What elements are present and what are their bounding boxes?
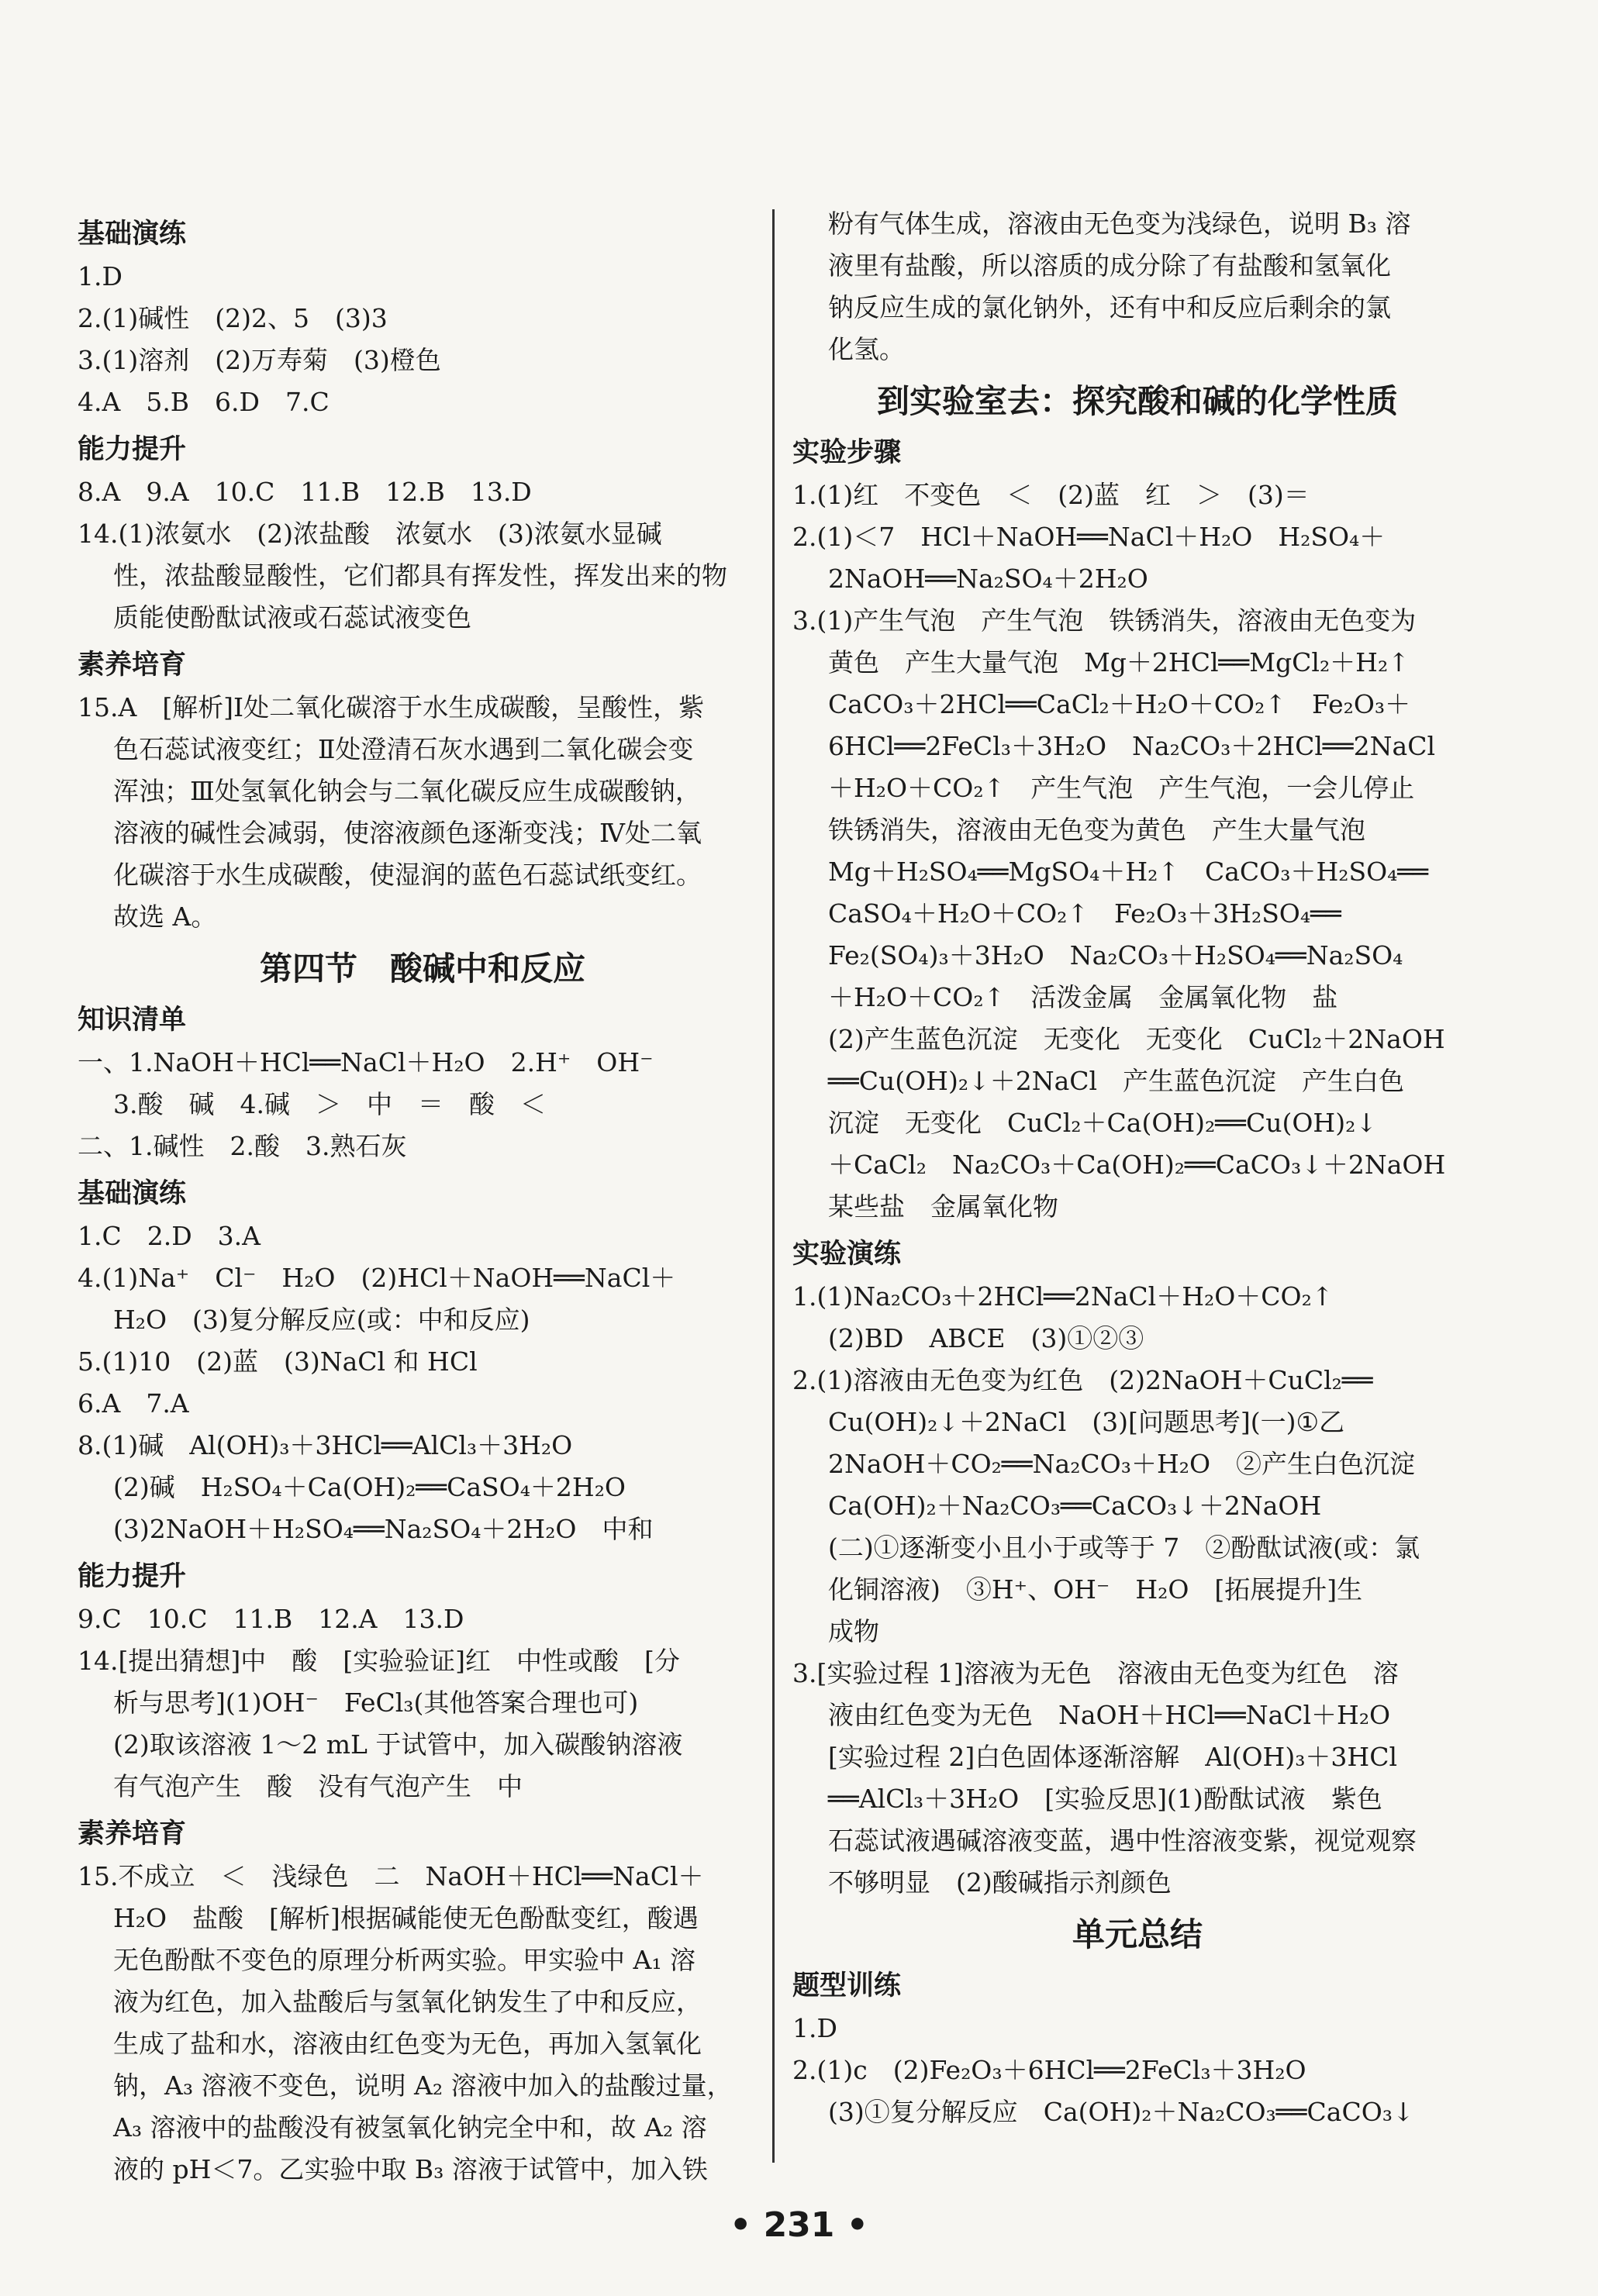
answer-line: 15.A [解析]Ⅰ处二氧化碳溶于水生成碳酸，呈酸性，紫 [78,692,705,722]
answer-line: 15.不成立 ＜ 浅绿色 二 NaOH＋HCl══NaCl＋ [78,1861,704,1891]
answer-line: (2)BD ABCE (3)①②③ [828,1323,1144,1353]
answer-line: 不够明显 (2)酸碱指示剂颜色 [828,1867,1172,1898]
answer-line: ══Cu(OH)₂↓＋2NaCl 产生蓝色沉淀 产生白色 [828,1066,1405,1096]
answer-line: 2.(1)＜7 HCl＋NaOH══NaCl＋H₂O H₂SO₄＋ [792,522,1386,552]
answer-line: 液为红色，加入盐酸后与氢氧化钠发生了中和反应， [113,1987,702,2017]
answer-line: 6.A 7.A [78,1388,189,1419]
answer-line: 二、1.碱性 2.酸 3.熟石灰 [78,1131,407,1161]
answer-line: Cu(OH)₂↓＋2NaCl (3)[问题思考](一)①乙 [828,1407,1345,1437]
section-heading: 第四节 酸碱中和反应 [259,950,585,988]
answer-line: 钠，A₃ 溶液不变色，说明 A₂ 溶液中加入的盐酸过量， [113,2070,733,2101]
answer-line: 化碳溶于水生成碳酸，使湿润的蓝色石蕊试纸变红。 [113,860,702,890]
answer-line: 5.(1)10 (2)蓝 (3)NaCl 和 HCl [78,1346,478,1377]
section-heading: 基础演练 [78,1178,187,1209]
answer-line: ＋H₂O＋CO₂↑ 产生气泡 产生气泡，一会儿停止 [828,773,1415,803]
page-number: • 231 • [730,2205,868,2245]
answer-line: 液由红色变为无色 NaOH＋HCl══NaCl＋H₂O [828,1700,1391,1730]
answer-line: 3.酸 碱 4.碱 ＞ 中 ＝ 酸 ＜ [113,1089,546,1119]
answer-line: 2.(1)碱性 (2)2、5 (3)3 [78,303,388,333]
answer-line: 3.(1)产生气泡 产生气泡 铁锈消失，溶液由无色变为 [792,605,1417,636]
answer-line: 液的 pH＜7。乙实验中取 B₃ 溶液于试管中，加入铁 [113,2154,708,2184]
answer-line: H₂O (3)复分解反应(或：中和反应) [113,1305,530,1335]
answer-line: 9.C 10.C 11.B 12.A 13.D [78,1604,464,1634]
answer-line: 成物 [828,1616,879,1646]
answer-line: ＋H₂O＋CO₂↑ 活泼金属 金属氧化物 盐 [828,982,1338,1012]
answer-line: 化铜溶液) ③H⁺、OH⁻ H₂O [拓展提升]生 [828,1574,1363,1605]
answer-line: 液里有盐酸，所以溶质的成分除了有盐酸和氢氧化 [828,250,1391,281]
answer-line: 14.[提出猜想]中 酸 [实验验证]红 中性或酸 [分 [78,1646,680,1676]
answer-line: 色石蕊试液变红；Ⅱ处澄清石灰水遇到二氧化碳会变 [113,734,694,764]
answer-line: 故选 A。 [113,902,217,932]
answer-line: 6HCl══2FeCl₃＋3H₂O Na₂CO₃＋2HCl══2NaCl [828,731,1435,761]
answer-line: (3)①复分解反应 Ca(OH)₂＋Na₂CO₃══CaCO₃↓ [828,2097,1414,2127]
column-divider [772,209,775,2163]
answer-line: ＋CaCl₂ Na₂CO₃＋Ca(OH)₂══CaCO₃↓＋2NaOH [828,1150,1446,1180]
section-heading: 单元总结 [1072,1915,1203,1953]
right-column [792,203,1482,2133]
answer-line: Ca(OH)₂＋Na₂CO₃══CaCO₃↓＋2NaOH [828,1491,1322,1521]
answer-line: A₃ 溶液中的盐酸没有被氢氧化钠完全中和，故 A₂ 溶 [113,2112,707,2143]
answer-line: 2NaOH＋CO₂══Na₂CO₃＋H₂O ②产生白色沉淀 [828,1449,1416,1479]
answer-line: 8.(1)碱 Al(OH)₃＋3HCl══AlCl₃＋3H₂O [78,1430,573,1460]
answer-line: 4.A 5.B 6.D 7.C [78,387,330,417]
answer-line: 黄色 产生大量气泡 Mg＋2HCl══MgCl₂＋H₂↑ [828,647,1410,677]
answer-line: 8.A 9.A 10.C 11.B 12.B 13.D [78,477,532,507]
answer-line: 生成了盐和水，溶液由红色变为无色，再加入氢氧化 [113,2029,702,2059]
section-heading: 素养培育 [78,1819,187,1850]
section-heading: 知识清单 [78,1005,187,1036]
answer-line: 4.(1)Na⁺ Cl⁻ H₂O (2)HCl＋NaOH══NaCl＋ [78,1263,676,1293]
answer-line: 粉有气体生成，溶液由无色变为浅绿色，说明 B₃ 溶 [828,209,1411,239]
answer-line: 14.(1)浓氨水 (2)浓盐酸 浓氨水 (3)浓氨水显碱 [78,519,662,549]
answer-line: 1.D [78,261,123,291]
answer-line: 2.(1)c (2)Fe₂O₃＋6HCl══2FeCl₃＋3H₂O [792,2055,1306,2085]
section-heading: 能力提升 [78,1561,187,1592]
answer-line: 有气泡产生 酸 没有气泡产生 中 [113,1771,523,1801]
answer-line: 化氢。 [828,334,905,364]
answer-line: (2)产生蓝色沉淀 无变化 无变化 CuCl₂＋2NaOH [828,1024,1445,1054]
answer-line: CaCO₃＋2HCl══CaCl₂＋H₂O＋CO₂↑ Fe₂O₃＋ [828,689,1411,719]
section-heading: 基础演练 [78,219,187,250]
section-heading: 能力提升 [78,434,187,465]
answer-line: Mg＋H₂SO₄══MgSO₄＋H₂↑ CaCO₃＋H₂SO₄══ [828,857,1429,887]
answer-line: 1.D [792,2013,837,2043]
answer-line: 1.(1)Na₂CO₃＋2HCl══2NaCl＋H₂O＋CO₂↑ [792,1281,1334,1312]
answer-line: ══AlCl₃＋3H₂O [实验反思](1)酚酞试液 紫色 [828,1784,1382,1814]
answer-line: (2)取该溶液 1～2 mL 于试管中，加入碳酸钠溶液 [113,1729,683,1760]
answer-line: 钠反应生成的氯化钠外，还有中和反应后剩余的氯 [828,292,1391,322]
answer-line: 3.(1)溶剂 (2)万寿菊 (3)橙色 [78,345,441,375]
answer-line: 溶液的碱性会减弱，使溶液颜色逐渐变浅；Ⅳ处二氧 [113,818,702,848]
section-heading: 题型训练 [792,1970,902,2001]
answer-line: CaSO₄＋H₂O＋CO₂↑ Fe₂O₃＋3H₂SO₄══ [828,898,1341,929]
answer-line: 铁锈消失，溶液由无色变为黄色 产生大量气泡 [828,815,1365,845]
answer-line: 性，浓盐酸显酸性，它们都具有挥发性，挥发出来的物 [113,560,727,591]
section-heading: 实验演练 [792,1239,902,1270]
section-heading: 素养培育 [78,650,187,681]
answer-line: 浑浊；Ⅲ处氢氧化钠会与二氧化碳反应生成碳酸钠， [113,776,701,806]
answer-line: 3.[实验过程 1]溶液为无色 溶液由无色变为红色 溶 [792,1658,1399,1688]
answer-line: 无色酚酞不变色的原理分析两实验。甲实验中 A₁ 溶 [113,1945,696,1975]
answer-line: (2)碱 H₂SO₄＋Ca(OH)₂══CaSO₄＋2H₂O [113,1472,626,1502]
answer-line: 一、1.NaOH＋HCl══NaCl＋H₂O 2.H⁺ OH⁻ [78,1047,654,1077]
answer-line: 质能使酚酞试液或石蕊试液变色 [113,602,471,633]
answer-line: 石蕊试液遇碱溶液变蓝，遇中性溶液变紫，视觉观察 [828,1825,1417,1856]
answer-line: (二)①逐渐变小且小于或等于 7 ②酚酞试液(或：氯 [828,1532,1420,1563]
answer-line: 某些盐 金属氧化物 [828,1191,1058,1222]
answer-line: 2NaOH══Na₂SO₄＋2H₂O [828,564,1148,594]
answer-line: 1.(1)红 不变色 ＜ (2)蓝 红 ＞ (3)＝ [792,480,1310,510]
answer-line: H₂O 盐酸 [解析]根据碱能使无色酚酞变红，酸遇 [113,1903,699,1933]
answer-line: 沉淀 无变化 CuCl₂＋Ca(OH)₂══Cu(OH)₂↓ [828,1108,1377,1138]
answer-line: 析与思考](1)OH⁻ FeCl₃(其他答案合理也可) [113,1688,639,1718]
answer-line: (3)2NaOH＋H₂SO₄══Na₂SO₄＋2H₂O 中和 [113,1514,654,1544]
answer-line: [实验过程 2]白色固体逐渐溶解 Al(OH)₃＋3HCl [828,1742,1398,1772]
section-heading: 实验步骤 [792,437,902,468]
answer-line: 2.(1)溶液由无色变为红色 (2)2NaOH＋CuCl₂══ [792,1365,1373,1395]
answer-line: 1.C 2.D 3.A [78,1221,261,1251]
section-heading: 到实验室去：探究酸和碱的化学性质 [876,382,1398,420]
answer-line: Fe₂(SO₄)₃＋3H₂O Na₂CO₃＋H₂SO₄══Na₂SO₄ [828,940,1403,970]
left-column [78,208,768,2191]
